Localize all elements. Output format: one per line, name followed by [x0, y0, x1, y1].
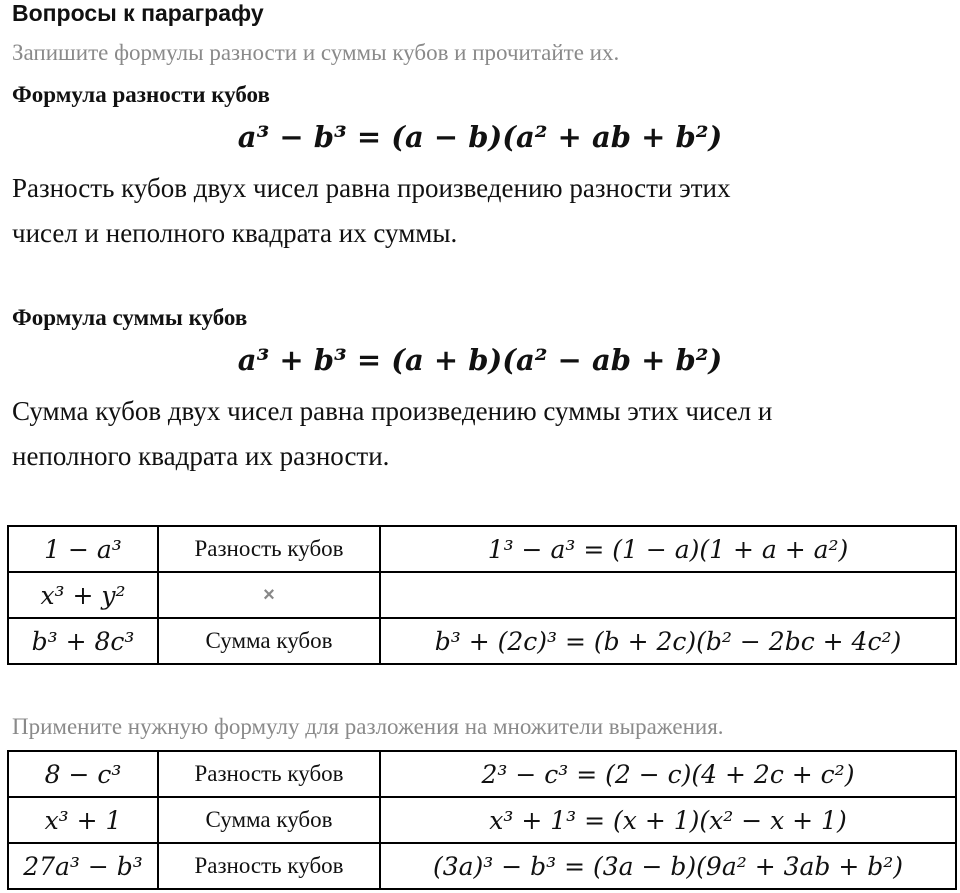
factorization-cell: x³ + 1³ = (x + 1)(x² − x + 1): [380, 797, 956, 843]
difference-line-1: Разность кубов двух чисел равна произведению разности этих: [12, 173, 731, 203]
table-row: [8, 526, 956, 572]
expression-cell: x³ + 1: [8, 797, 158, 843]
formula-type-cell: Сумма кубов: [158, 797, 380, 843]
table-row: [8, 751, 956, 797]
sum-formula: a³ + b³ = (a + b)(a² − ab + b²): [237, 343, 723, 377]
factorization-cell: b³ + (2c)³ = (b + 2c)(b² − 2bc + 4c²): [380, 618, 956, 664]
cubes-table-1: [7, 525, 957, 665]
expression-cell: 1 − a³: [8, 526, 158, 572]
sum-heading: Формула суммы кубов: [12, 305, 248, 330]
formula-type-cell: Разность кубов: [158, 526, 380, 572]
sum-line-1: Сумма кубов двух чисел равна произведению суммы этих чисел и: [12, 396, 773, 426]
formula-type-cell: Разность кубов: [158, 843, 380, 889]
cross-mark-icon: ×: [158, 572, 380, 618]
formula-type-cell: Сумма кубов: [158, 618, 380, 664]
expression-cell: 27a³ − b³: [8, 843, 158, 889]
table-row: [8, 572, 956, 618]
page-title: Вопросы к параграфу: [12, 0, 264, 26]
table-row: [8, 843, 956, 889]
question-1: Запишите формулы разности и суммы кубов и прочитайте их.: [12, 40, 620, 65]
difference-line-2: чисел и неполного квадрата их суммы.: [12, 218, 458, 248]
difference-heading: Формула разности кубов: [12, 82, 270, 107]
cubes-table-2: [7, 750, 957, 890]
table-row: [8, 618, 956, 664]
formula-type-cell: Разность кубов: [158, 751, 380, 797]
sum-description: [12, 389, 942, 479]
factorization-cell: 1³ − a³ = (1 − a)(1 + a + a²): [380, 526, 956, 572]
expression-cell: x³ + y²: [8, 572, 158, 618]
table-row: [8, 797, 956, 843]
difference-formula: a³ − b³ = (a − b)(a² + ab + b²): [237, 120, 723, 154]
expression-cell: b³ + 8c³: [8, 618, 158, 664]
factorization-cell: [380, 572, 956, 618]
factorization-cell: 2³ − c³ = (2 − c)(4 + 2c + c²): [380, 751, 956, 797]
question-2: Примените нужную формулу для разложения на множители выражения.: [12, 714, 724, 739]
difference-description: [12, 166, 942, 256]
expression-cell: 8 − c³: [8, 751, 158, 797]
sum-line-2: неполного квадрата их разности.: [12, 441, 390, 471]
factorization-cell: (3a)³ − b³ = (3a − b)(9a² + 3ab + b²): [380, 843, 956, 889]
